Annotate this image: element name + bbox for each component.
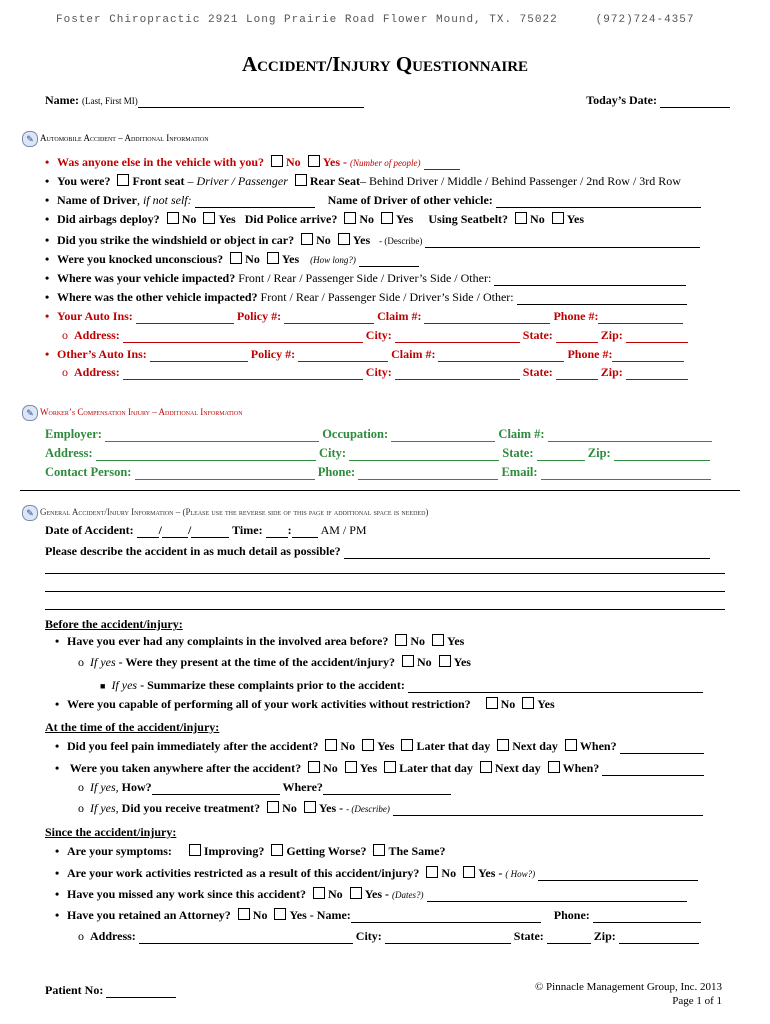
wc-zip-field[interactable] bbox=[614, 449, 710, 461]
airbags-no-checkbox[interactable] bbox=[167, 212, 179, 224]
before-q1: • Have you ever had any complaints in the involved area before? No Yes bbox=[55, 634, 465, 648]
before-heading: Before the accident/injury: bbox=[45, 617, 183, 631]
at-q1: • Did you feel pain immediately after the accident? No Yes Later that day Next day When? bbox=[55, 739, 730, 754]
wc-city-field[interactable] bbox=[349, 449, 499, 461]
driver-name-field[interactable] bbox=[195, 196, 315, 208]
wc-state-field[interactable] bbox=[537, 449, 585, 461]
a2-no-checkbox[interactable] bbox=[308, 761, 320, 773]
a3-where-field[interactable] bbox=[323, 783, 451, 795]
b2-no-checkbox[interactable] bbox=[402, 655, 414, 667]
s4-yes-checkbox[interactable] bbox=[274, 908, 286, 920]
since-q1: • Are your symptoms: Improving? Getting Worse? The Same? bbox=[55, 844, 446, 858]
auto-q-impacted: • Where was your vehicle impacted? Front / Rear / Passenger Side / Driver’s Side / Other: bbox=[45, 271, 730, 286]
police-no-checkbox[interactable] bbox=[344, 212, 356, 224]
workers-section-heading: ✎ Worker’s Compensation Injury – Additional Information bbox=[22, 405, 243, 421]
a4-yes-checkbox[interactable] bbox=[304, 801, 316, 813]
a2-nextday-checkbox[interactable] bbox=[480, 761, 492, 773]
since-heading: Since the accident/injury: bbox=[45, 825, 177, 839]
today-date-field[interactable] bbox=[660, 96, 730, 108]
describe-line-3[interactable] bbox=[45, 591, 725, 592]
improving-checkbox[interactable] bbox=[189, 844, 201, 856]
a2-when-checkbox[interactable] bbox=[548, 761, 560, 773]
a3-how-field[interactable] bbox=[152, 783, 280, 795]
before-q4: • Were you capable of performing all of your work activities without restriction? No Yes bbox=[55, 697, 555, 711]
other-city-field[interactable] bbox=[395, 368, 520, 380]
since-q4: • Have you retained an Attorney? No Yes - Name: Phone: bbox=[55, 908, 730, 923]
accident-hour-field[interactable] bbox=[266, 526, 288, 538]
a2-yes-checkbox[interactable] bbox=[345, 761, 357, 773]
a1-when-field[interactable] bbox=[620, 742, 704, 754]
accident-minute-field[interactable] bbox=[292, 526, 318, 538]
s4-no-checkbox[interactable] bbox=[238, 908, 250, 920]
name-row bbox=[45, 93, 730, 108]
other-ins-field[interactable] bbox=[150, 350, 248, 362]
since-q3: • Have you missed any work since this accident? No Yes - (Dates?) bbox=[55, 887, 730, 902]
police-yes-checkbox[interactable] bbox=[381, 212, 393, 224]
accident-day-field[interactable] bbox=[162, 526, 188, 538]
windshield-no-checkbox[interactable] bbox=[301, 233, 313, 245]
your-ins-field[interactable] bbox=[136, 312, 234, 324]
patient-no-field[interactable] bbox=[106, 986, 176, 998]
before-q3: ■ If yes - Summarize these complaints prior to the accident: bbox=[100, 678, 730, 693]
other-address-field[interactable] bbox=[123, 368, 363, 380]
your-state-field[interactable] bbox=[556, 331, 598, 343]
other-zip-field[interactable] bbox=[626, 368, 688, 380]
wc-phone-field[interactable] bbox=[358, 468, 498, 480]
clinic-header: Foster Chiropractic 2921 Long Prairie Road Flower Mound, TX. 75022 (972)724-4357 bbox=[56, 14, 695, 26]
contact-field[interactable] bbox=[135, 468, 315, 480]
patient-no-row: Patient No: bbox=[45, 983, 245, 998]
other-policy-field[interactable] bbox=[298, 350, 388, 362]
s2-how-field[interactable] bbox=[538, 869, 698, 881]
other-address-row: o Address: City: State: Zip: bbox=[62, 365, 730, 380]
other-state-field[interactable] bbox=[556, 368, 598, 380]
windshield-describe-field[interactable] bbox=[425, 236, 700, 248]
accident-month-field[interactable] bbox=[137, 526, 159, 538]
employer-field[interactable] bbox=[105, 430, 319, 442]
a1-nextday-checkbox[interactable] bbox=[497, 739, 509, 751]
note-icon: ✎ bbox=[22, 505, 38, 521]
attorney-address-row: o Address: City: State: Zip: bbox=[78, 929, 730, 944]
your-policy-field[interactable] bbox=[284, 312, 374, 324]
auto-q-airbags: • Did airbags deploy? No Yes Did Police arrive? No Yes Using Seatbelt? No Yes bbox=[45, 212, 585, 226]
attorney-city-field[interactable] bbox=[385, 932, 511, 944]
wc-claim-field[interactable] bbox=[548, 430, 712, 442]
wc-address-field[interactable] bbox=[96, 449, 316, 461]
seatbelt-no-checkbox[interactable] bbox=[515, 212, 527, 224]
s3-dates-field[interactable] bbox=[427, 890, 687, 902]
how-long-field[interactable] bbox=[359, 255, 419, 267]
s2-yes-checkbox[interactable] bbox=[463, 866, 475, 878]
contact-row: Contact Person: Phone: Email: bbox=[45, 465, 730, 480]
b4-no-checkbox[interactable] bbox=[486, 697, 498, 709]
b1-yes-checkbox[interactable] bbox=[432, 634, 444, 646]
today-date-label: Today’s Date: bbox=[586, 93, 657, 107]
your-zip-field[interactable] bbox=[626, 331, 688, 343]
attorney-name-field[interactable] bbox=[351, 911, 541, 923]
note-icon: ✎ bbox=[22, 131, 38, 147]
b1-no-checkbox[interactable] bbox=[395, 634, 407, 646]
same-checkbox[interactable] bbox=[373, 844, 385, 856]
s2-no-checkbox[interactable] bbox=[426, 866, 438, 878]
attorney-zip-field[interactable] bbox=[619, 932, 699, 944]
note-icon: ✎ bbox=[22, 405, 38, 421]
general-section-heading: ✎ General Accident/Injury Information – (Please use the reverse side of this page if additional space is needed) bbox=[22, 505, 428, 521]
a2-later-checkbox[interactable] bbox=[384, 761, 396, 773]
wc-address-row: Address: City: State: Zip: bbox=[45, 446, 730, 461]
auto-q-anyone: • Was anyone else in the vehicle with you? No Yes - (Number of people) bbox=[45, 155, 730, 170]
name-label: Name: bbox=[45, 93, 79, 107]
your-address-field[interactable] bbox=[123, 331, 363, 343]
unconscious-yes-checkbox[interactable] bbox=[267, 252, 279, 264]
other-auto-ins-row: • Other’s Auto Ins: Policy #: Claim #: Phone #: bbox=[45, 347, 730, 362]
at-time-heading: At the time of the accident/injury: bbox=[45, 720, 220, 734]
windshield-yes-checkbox[interactable] bbox=[338, 233, 350, 245]
your-claim-field[interactable] bbox=[424, 312, 550, 324]
at-q2: • Were you taken anywhere after the accident? No Yes Later that day Next day When? bbox=[55, 761, 730, 776]
other-claim-field[interactable] bbox=[438, 350, 564, 362]
since-q2: • Are your work activities restricted as a result of this accident/injury? No Yes - ( How?) bbox=[55, 866, 730, 881]
occupation-field[interactable] bbox=[391, 430, 495, 442]
name-field[interactable] bbox=[138, 96, 364, 108]
s3-yes-checkbox[interactable] bbox=[350, 887, 362, 899]
your-phone-field[interactable] bbox=[598, 312, 683, 324]
s3-no-checkbox[interactable] bbox=[313, 887, 325, 899]
copyright: © Pinnacle Management Group, Inc. 2013 bbox=[534, 981, 722, 993]
a1-when-checkbox[interactable] bbox=[565, 739, 577, 751]
accident-year-field[interactable] bbox=[191, 526, 229, 538]
at-q3: o If yes, How? Where? bbox=[78, 780, 763, 795]
auto-q-windshield: • Did you strike the windshield or object in car? No Yes - (Describe) bbox=[45, 233, 730, 248]
section-divider bbox=[20, 490, 740, 491]
your-address-row: o Address: City: State: Zip: bbox=[62, 328, 730, 343]
auto-q-other-impacted: • Where was the other vehicle impacted? Front / Rear / Passenger Side / Driver’s Side / Other: bbox=[45, 290, 730, 305]
name-hint: (Last, First MI) bbox=[81, 96, 138, 106]
auto-section-heading: ✎ Automobile Accident – Additional Information bbox=[22, 131, 209, 147]
b2-yes-checkbox[interactable] bbox=[439, 655, 451, 667]
b3-summary-field[interactable] bbox=[408, 681, 703, 693]
airbags-yes-checkbox[interactable] bbox=[203, 212, 215, 224]
a1-yes-checkbox[interactable] bbox=[362, 739, 374, 751]
anyone-yes-checkbox[interactable] bbox=[308, 155, 320, 167]
at-q4: o If yes, Did you receive treatment? No Yes - - (Describe) bbox=[78, 801, 730, 816]
wc-email-field[interactable] bbox=[541, 468, 711, 480]
seatbelt-yes-checkbox[interactable] bbox=[552, 212, 564, 224]
a2-when-field[interactable] bbox=[602, 764, 704, 776]
num-people-field[interactable] bbox=[424, 158, 460, 170]
auto-q-driver: • Name of Driver, if not self: Name of Driver of other vehicle: bbox=[45, 193, 730, 208]
other-phone-field[interactable] bbox=[612, 350, 684, 362]
your-auto-ins-row: • Your Auto Ins: Policy #: Claim #: Phone #: bbox=[45, 309, 730, 324]
attorney-phone-field[interactable] bbox=[593, 911, 701, 923]
describe-line-2[interactable] bbox=[45, 573, 725, 574]
page-title: Accident/Injury Questionnaire bbox=[241, 52, 529, 76]
describe-row: Please describe the accident in as much detail as possible? bbox=[45, 544, 730, 559]
a4-no-checkbox[interactable] bbox=[267, 801, 279, 813]
front-seat-checkbox[interactable] bbox=[117, 174, 129, 186]
attorney-state-field[interactable] bbox=[547, 932, 591, 944]
auto-q-you-were: • You were? Front seat – Driver / Passenger Rear Seat– Behind Driver / Middle / Behind Passenger / 2nd Row / 3rd Row bbox=[45, 174, 681, 188]
anyone-no-checkbox[interactable] bbox=[271, 155, 283, 167]
worse-checkbox[interactable] bbox=[271, 844, 283, 856]
unconscious-no-checkbox[interactable] bbox=[230, 252, 242, 264]
a1-later-checkbox[interactable] bbox=[401, 739, 413, 751]
other-impact-field[interactable] bbox=[517, 293, 687, 305]
other-driver-field[interactable] bbox=[496, 196, 701, 208]
page-number: Page 1 of 1 bbox=[672, 995, 722, 1007]
rear-seat-checkbox[interactable] bbox=[295, 174, 307, 186]
your-city-field[interactable] bbox=[395, 331, 520, 343]
b4-yes-checkbox[interactable] bbox=[522, 697, 534, 709]
a4-describe-field[interactable] bbox=[393, 804, 703, 816]
describe-line-4[interactable] bbox=[45, 609, 725, 610]
describe-field-1[interactable] bbox=[344, 547, 710, 559]
date-of-accident-row: Date of Accident: / / Time: : AM / PM bbox=[45, 523, 367, 537]
employer-row: Employer: Occupation: Claim #: bbox=[45, 427, 730, 442]
attorney-address-field[interactable] bbox=[139, 932, 353, 944]
a1-no-checkbox[interactable] bbox=[325, 739, 337, 751]
impact-other-field[interactable] bbox=[494, 274, 686, 286]
auto-q-unconscious: • Were you knocked unconscious? No Yes (How long?) bbox=[45, 252, 730, 267]
before-q2: o If yes - Were they present at the time of the accident/injury? No Yes bbox=[78, 655, 471, 669]
